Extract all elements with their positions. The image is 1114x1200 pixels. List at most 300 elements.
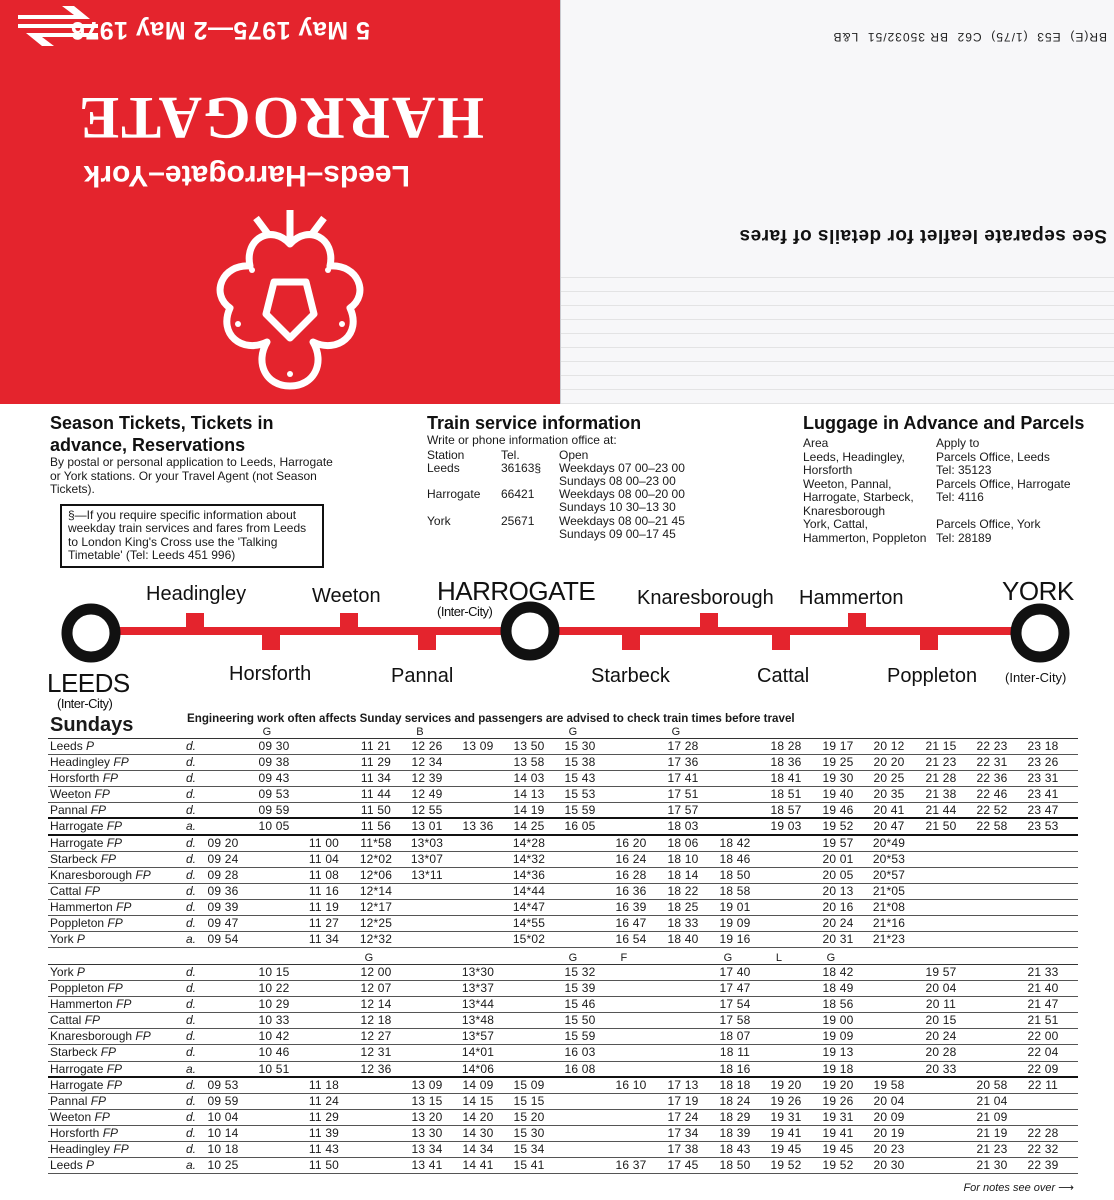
train-time: 20*57 (872, 867, 906, 882)
train-time: 10 25 (207, 1158, 239, 1173)
train-time: 18 58 (719, 883, 751, 898)
facility-code: FP (90, 1093, 107, 1108)
train-time: 18 29 (719, 1109, 751, 1124)
train-time: 09 53 (258, 787, 290, 802)
station-name (50, 1062, 122, 1077)
train-time: 15 43 (564, 771, 596, 786)
tsi-station (427, 528, 501, 541)
train-time: 20*49 (872, 835, 906, 850)
facility-code: FP (100, 851, 117, 866)
arr-dep: a. (186, 932, 197, 947)
train-time: 19 52 (770, 1158, 802, 1173)
train-time: 18 46 (719, 851, 751, 866)
arr-dep: a. (186, 1158, 197, 1173)
train-time: 10 33 (258, 1013, 290, 1028)
train-time: 14 20 (462, 1109, 494, 1124)
train-time: 21 04 (976, 1093, 1008, 1108)
season-tickets-section (50, 412, 340, 568)
tsi-tel: 66421 (501, 487, 535, 502)
train-time: 15 34 (513, 1142, 545, 1157)
station-name (50, 1078, 122, 1093)
train-time: 14*28 (512, 835, 546, 850)
train-time: 16 05 (564, 819, 596, 834)
station-cattal: Cattal (757, 665, 810, 687)
train-time: 15 38 (564, 755, 596, 770)
train-time: 11 39 (308, 1125, 340, 1140)
arr-dep: d. (186, 771, 197, 786)
train-time: 20 20 (873, 755, 905, 770)
station-york-sub: (Inter-City) (1005, 670, 1067, 685)
station-name (50, 852, 116, 867)
train-time: 11 08 (308, 867, 340, 882)
service-note: F (620, 952, 628, 964)
service-note: G (671, 726, 681, 738)
train-time: 14*01 (461, 1045, 495, 1060)
train-time: 19 41 (770, 1125, 802, 1140)
tsi-station: Leeds (427, 460, 460, 475)
train-time: 16 24 (615, 851, 647, 866)
train-time: 13*03 (410, 835, 444, 850)
table-row (48, 852, 1078, 868)
station-name (50, 1110, 110, 1125)
train-time: 18 57 (770, 803, 802, 818)
train-time: 21 30 (976, 1158, 1008, 1173)
tsi-open: Sundays 08 00–23 00 (559, 473, 676, 488)
train-time: 11 34 (308, 932, 340, 947)
service-note: G (364, 952, 374, 964)
station-label: Pannal (50, 803, 88, 818)
train-time: 21*08 (872, 899, 906, 914)
train-time: 19 26 (822, 1093, 854, 1108)
footer-text: For notes see over (963, 1182, 1056, 1194)
train-time: 12 27 (360, 1029, 392, 1044)
timetable-heading: Sundays (50, 714, 134, 736)
arr-dep: d. (186, 1109, 197, 1124)
train-time: 14 03 (513, 771, 545, 786)
train-time: 09 36 (207, 883, 239, 898)
train-time: 21 33 (1027, 965, 1059, 979)
train-time: 18 16 (719, 1061, 751, 1076)
fares-notice: See separate leaflet for details of fares (739, 225, 1107, 246)
train-time: 20 15 (925, 1013, 957, 1028)
station-label: Knaresborough (50, 1029, 133, 1044)
train-time: 19 45 (770, 1142, 802, 1157)
facility-code: FP (113, 755, 129, 770)
facility-code: FP (116, 997, 132, 1012)
yorkshire-rose-icon (210, 204, 370, 394)
arr-dep: d. (186, 1125, 197, 1140)
train-time: 11 21 (360, 739, 392, 753)
station-horsforth: Horsforth (229, 663, 312, 685)
train-time: 18 42 (719, 835, 751, 850)
train-time: 21 19 (976, 1125, 1008, 1140)
train-time: 12 55 (411, 803, 443, 818)
train-time: 15 15 (513, 1093, 545, 1108)
train-time: 18 07 (719, 1029, 751, 1044)
train-time: 12*02 (359, 851, 393, 866)
train-time: 22 28 (1027, 1125, 1059, 1140)
station-hammerton: Hammerton (799, 587, 904, 609)
train-time: 20 24 (925, 1029, 957, 1044)
train-time: 18 50 (719, 867, 751, 882)
facility-code: FP (94, 787, 110, 802)
station-name (50, 1094, 106, 1109)
tsi-tel: 36163§ (501, 460, 542, 475)
facility-code: P (76, 965, 85, 979)
tsi-open: Sundays 09 00–17 45 (559, 526, 676, 541)
cover-title: HARROGATE (77, 85, 484, 151)
luggage-apply-column (936, 437, 1071, 545)
arr-dep: d. (186, 883, 197, 898)
train-time: 16 08 (564, 1061, 596, 1076)
train-time: 19 31 (770, 1109, 802, 1124)
train-time: 09 59 (207, 1093, 239, 1108)
season-text: By postal or personal application to Leeds, Harrogate or York stations. Or your Travel Agent (not Season Tickets). (50, 455, 333, 496)
train-time: 20 41 (873, 803, 905, 818)
tsi-title: Train service information (427, 413, 642, 433)
train-time: 14 13 (513, 787, 545, 802)
train-time: 18 39 (719, 1125, 751, 1140)
train-time: 12 36 (360, 1061, 392, 1076)
train-time: 12*06 (359, 867, 393, 882)
facility-code: FP (106, 819, 123, 834)
train-time: 18 40 (667, 932, 699, 947)
station-label: Poppleton (50, 981, 105, 996)
station-york-name: YORK (1002, 576, 1074, 606)
table-row (48, 997, 1078, 1013)
train-time: 17 13 (667, 1077, 699, 1092)
facility-code: FP (116, 899, 132, 914)
train-time: 15 50 (564, 1013, 596, 1028)
train-time: 10 51 (258, 1061, 290, 1076)
station-name (50, 997, 131, 1012)
station-label: Weeton (50, 787, 92, 802)
train-time: 20 24 (822, 916, 854, 931)
train-time: 10 04 (207, 1109, 239, 1124)
facility-code: FP (106, 1061, 123, 1076)
station-name (50, 819, 122, 834)
train-time: 23 26 (1027, 755, 1059, 770)
train-time: 18 50 (719, 1158, 751, 1173)
table-row (48, 1126, 1078, 1142)
train-time: 15 39 (564, 981, 596, 996)
stop-tick-horsforth (262, 633, 280, 650)
stop-tick-hammerton (848, 613, 866, 629)
station-name (50, 739, 94, 754)
train-time: 20 13 (822, 883, 854, 898)
train-time: 11 00 (308, 835, 340, 850)
train-time: 09 38 (258, 755, 290, 770)
facility-code: FP (84, 883, 101, 898)
train-time: 12 07 (360, 981, 392, 996)
luggage-office: Parcels Office, Leeds (936, 449, 1050, 464)
train-time: 14*47 (512, 899, 546, 914)
train-time: 14 30 (462, 1125, 494, 1140)
train-time: 09 53 (207, 1077, 239, 1092)
train-time: 23 31 (1027, 771, 1059, 786)
station-starbeck: Starbeck (591, 665, 670, 687)
train-time: 09 24 (207, 851, 239, 866)
train-time: 11 19 (308, 899, 340, 914)
train-time: 13 15 (411, 1093, 443, 1108)
timetable-leeds-york (48, 726, 1078, 948)
train-time: 20 25 (873, 771, 905, 786)
station-name (50, 900, 131, 915)
service-note: G (568, 726, 578, 738)
train-time: 11 18 (308, 1077, 340, 1092)
station-leeds-sub: (Inter-City) (57, 696, 113, 711)
train-time: 12 26 (411, 739, 443, 753)
train-time: 20 33 (925, 1061, 957, 1076)
train-time: 17 45 (667, 1158, 699, 1173)
table-row (48, 916, 1078, 932)
train-time: 19 09 (719, 916, 751, 931)
train-time: 13 09 (411, 1077, 443, 1092)
arr-dep: a. (186, 819, 197, 834)
table-row (48, 900, 1078, 916)
train-time: 11 29 (308, 1109, 340, 1124)
talking-timetable-note (60, 504, 324, 568)
train-time: 14*44 (512, 883, 546, 898)
train-time: 13*30 (461, 965, 495, 979)
tsi-station (427, 501, 501, 514)
train-time: 22 00 (1027, 1029, 1059, 1044)
facility-code: FP (113, 1142, 129, 1157)
station-label: Headingley (50, 755, 111, 770)
info-panel (0, 404, 1114, 580)
train-time: 11 29 (360, 755, 392, 770)
train-time: 11*58 (360, 835, 392, 850)
station-name (50, 755, 129, 770)
train-time: 18 36 (770, 755, 802, 770)
luggage-area-column (803, 437, 936, 545)
luggage-columns (803, 437, 1103, 545)
train-time: 10 29 (258, 997, 290, 1012)
train-time: 19 40 (822, 787, 854, 802)
station-poppleton: Poppleton (887, 665, 978, 687)
arr-dep: d. (186, 1029, 197, 1044)
service-note: G (826, 952, 836, 964)
train-time: 12*25 (359, 916, 393, 931)
train-time: 19 58 (873, 1077, 905, 1092)
arr-dep: d. (186, 1093, 197, 1108)
train-time: 22 36 (976, 771, 1008, 786)
train-time: 11 04 (308, 851, 340, 866)
train-time: 16 54 (615, 932, 647, 947)
train-time: 19 18 (822, 1061, 854, 1076)
arr-dep: a. (186, 1061, 197, 1076)
train-time: 19 20 (770, 1077, 802, 1092)
train-time: 20 31 (822, 932, 854, 947)
train-time: 13*11 (411, 867, 443, 882)
table-row (48, 1094, 1078, 1110)
train-time: 17 54 (719, 997, 751, 1012)
train-time: 11 16 (308, 883, 340, 898)
arr-dep: d. (186, 965, 197, 979)
station-name (50, 916, 123, 931)
train-time: 18 49 (822, 981, 854, 996)
facility-code: FP (84, 1013, 101, 1028)
train-time: 18 42 (822, 965, 854, 979)
facility-code: P (86, 739, 95, 753)
station-headingley: Headingley (146, 583, 247, 605)
back-rotated (561, 0, 1114, 404)
table-row (48, 1013, 1078, 1029)
table-row (48, 1142, 1078, 1158)
train-time: 18 33 (667, 916, 699, 931)
train-time: 19 01 (719, 899, 751, 914)
train-time: 17 38 (667, 1142, 699, 1157)
train-time: 20 04 (873, 1093, 905, 1108)
station-label: Harrogate (50, 819, 104, 834)
train-time: 22 58 (976, 819, 1008, 834)
table-row (48, 868, 1078, 884)
stop-tick-knaresborough (700, 613, 718, 629)
tsi-head-row (427, 449, 685, 462)
tsi-head-station: Station (427, 447, 465, 462)
train-time: 13*37 (461, 981, 495, 996)
show-through-lines (561, 264, 1114, 404)
facility-code: FP (135, 867, 151, 882)
train-time: 19 30 (822, 771, 854, 786)
stop-tick-poppleton (920, 633, 938, 650)
leeds-terminus-icon (67, 609, 115, 657)
table-row (48, 884, 1078, 900)
arr-dep: d. (186, 1045, 197, 1060)
train-time: 16 39 (615, 899, 647, 914)
arr-dep: d. (186, 997, 197, 1012)
train-time: 13 20 (411, 1109, 443, 1124)
train-time: 20 47 (873, 819, 905, 834)
station-label: Poppleton (50, 916, 105, 931)
station-leeds (47, 668, 130, 711)
train-time: 19 09 (822, 1029, 854, 1044)
train-time: 21*16 (872, 916, 906, 931)
arr-dep: d. (186, 803, 197, 818)
train-time: 20 16 (822, 899, 854, 914)
train-time: 13 41 (411, 1158, 443, 1173)
back-panel (560, 0, 1114, 404)
train-time: 12 39 (411, 771, 443, 786)
facility-code: FP (90, 803, 107, 818)
train-time: 17 58 (719, 1013, 751, 1028)
train-time: 22 09 (1027, 1061, 1059, 1076)
luggage-tel: Tel: 4116 (936, 490, 984, 504)
station-leeds-name: LEEDS (47, 668, 130, 698)
station-name (50, 771, 118, 786)
luggage-tel: Tel: 28189 (936, 530, 992, 545)
train-time: 15 30 (564, 739, 596, 753)
station-label: Horsforth (50, 771, 100, 786)
route-diagram (0, 576, 1114, 710)
train-time: 20 30 (873, 1158, 905, 1173)
facility-code: FP (102, 771, 119, 786)
table-row (48, 819, 1078, 835)
train-time: 19 46 (822, 803, 854, 818)
tsi-row (427, 462, 685, 475)
luggage-section (803, 412, 1103, 545)
table-row (48, 1029, 1078, 1045)
train-time: 15 46 (564, 997, 596, 1012)
station-label: Cattal (50, 1013, 82, 1028)
table-row (48, 1078, 1078, 1094)
luggage-office: Parcels Office, York (936, 517, 1041, 531)
train-time: 23 47 (1027, 803, 1059, 818)
train-time: 21 15 (925, 739, 957, 753)
table-row (48, 803, 1078, 819)
train-time: 11 56 (360, 819, 392, 834)
station-label: Knaresborough (50, 867, 133, 882)
train-time: 11 43 (308, 1142, 340, 1157)
station-harrogate-sub: (Inter-City) (437, 604, 493, 619)
train-time: 18 14 (667, 867, 699, 882)
tsi-tel (501, 501, 559, 514)
train-time: 13 58 (513, 755, 545, 770)
station-label: Starbeck (50, 1045, 98, 1060)
train-time: 22 31 (976, 755, 1008, 770)
train-time: 14 34 (462, 1142, 494, 1157)
train-time: 17 28 (667, 739, 699, 753)
train-time: 11 44 (360, 787, 392, 802)
facility-code: FP (102, 1125, 119, 1140)
train-time: 18 10 (667, 851, 699, 866)
train-time: 15 59 (564, 803, 596, 818)
train-time: 10 22 (258, 981, 290, 996)
service-note: G (568, 952, 578, 964)
train-time: 11 50 (360, 803, 392, 818)
train-time: 14*32 (512, 851, 546, 866)
station-label: Hammerton (50, 899, 113, 914)
stop-tick-starbeck (622, 633, 640, 650)
luggage-title: Luggage in Advance and Parcels (803, 413, 1085, 433)
train-time: 22 04 (1027, 1045, 1059, 1060)
station-name (50, 836, 122, 851)
table-row (48, 1045, 1078, 1061)
train-time: 11 27 (308, 916, 340, 931)
train-time: 18 22 (667, 883, 699, 898)
train-time: 21 40 (1027, 981, 1059, 996)
tsi-station: Harrogate (427, 487, 481, 502)
train-time: 13*57 (461, 1029, 495, 1044)
station-label: Horsforth (50, 1125, 100, 1140)
train-time: 10 46 (258, 1045, 290, 1060)
tsi-open: Sundays 10 30–13 30 (559, 500, 676, 515)
train-time: 20 04 (925, 981, 957, 996)
train-time: 18 06 (667, 835, 699, 850)
train-time: 20 11 (925, 997, 957, 1012)
station-knaresborough: Knaresborough (637, 587, 774, 609)
station-name (50, 787, 110, 802)
tsi-row (427, 501, 685, 514)
train-time: 18 28 (770, 739, 802, 753)
arr-dep: d. (186, 1013, 197, 1028)
train-time: 15 30 (513, 1125, 545, 1140)
train-time: 18 41 (770, 771, 802, 786)
train-time: 17 36 (667, 755, 699, 770)
train-time: 21 44 (925, 803, 957, 818)
train-time: 18 03 (667, 819, 699, 834)
table-row (48, 965, 1078, 981)
arr-dep: d. (186, 835, 197, 850)
train-time: 17 47 (719, 981, 751, 996)
tsi-row (427, 515, 685, 528)
notes-row (48, 952, 1078, 965)
table-row (48, 755, 1078, 771)
train-time: 20 19 (873, 1125, 905, 1140)
train-time: 09 47 (207, 916, 239, 931)
train-time: 20 12 (873, 739, 905, 753)
train-time: 16 10 (615, 1077, 647, 1092)
